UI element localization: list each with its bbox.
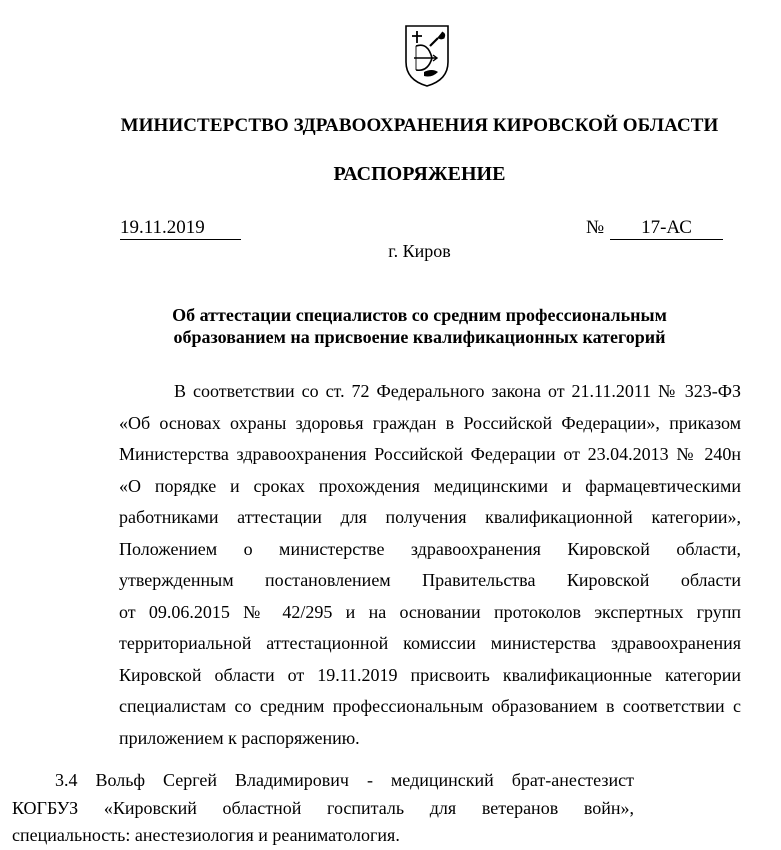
body-line: Кировской области от 19.11.2019 присвоить квалификационные категории — [119, 664, 741, 685]
body-line: «Об основах охраны здоровья граждан в Российской Федерации», приказом — [119, 412, 741, 433]
body-line: территориальной аттестационной комиссии министерства здравоохранения — [119, 633, 741, 653]
coat-of-arms-icon — [402, 24, 452, 88]
body-line: специалистам со средним профессиональным образованием в соответствии с — [119, 696, 741, 716]
body-line: Министерства здравоохранения Российской Федерации от 23.04.2013 № 240н — [119, 444, 741, 464]
body-line: приложением к распоряжению. — [119, 727, 360, 748]
number-sign: № — [586, 217, 605, 238]
body-line: Положением о министерстве здравоохранения Кировской области, — [119, 538, 741, 559]
body-paragraph — [119, 376, 741, 754]
item-line: КОГБУЗ «Кировский областной госпиталь для ветеранов войн», — [12, 797, 634, 818]
body-line: работниками аттестации для получения квалификационной категории», — [119, 507, 741, 527]
subject-line: образованием на присвоение квалификационных категорий — [173, 327, 666, 347]
list-item — [12, 767, 634, 850]
document-type: РАСПОРЯЖЕНИЕ — [333, 163, 506, 185]
number-value: 17-АС — [610, 217, 723, 240]
body-line: утвержденным постановлением Правительства Кировской области — [119, 570, 741, 590]
document-subject — [0, 304, 781, 348]
item-line: специальность: анестезиология и реаниматология. — [12, 825, 400, 845]
city: г. Киров — [388, 241, 451, 261]
item-line: 3.4 Вольф Сергей Владимирович - медицинский брат-анестезист — [55, 770, 634, 790]
body-line: В соответствии со ст. 72 Федерального закона от 21.11.2011 № 323-ФЗ — [174, 381, 741, 401]
document-number — [586, 217, 723, 240]
body-line: «О порядке и сроках прохождения медицинскими и фармацевтическими — [119, 475, 741, 496]
subject-line: Об аттестации специалистов со средним профессиональным — [172, 305, 667, 325]
ministry-title: МИНИСТЕРСТВО ЗДРАВООХРАНЕНИЯ КИРОВСКОЙ ОБЛАСТИ — [120, 115, 719, 136]
document-date: 19.11.2019 — [120, 217, 241, 240]
body-line: от 09.06.2015 № 42/295 и на основании протоколов экспертных групп — [119, 601, 741, 622]
